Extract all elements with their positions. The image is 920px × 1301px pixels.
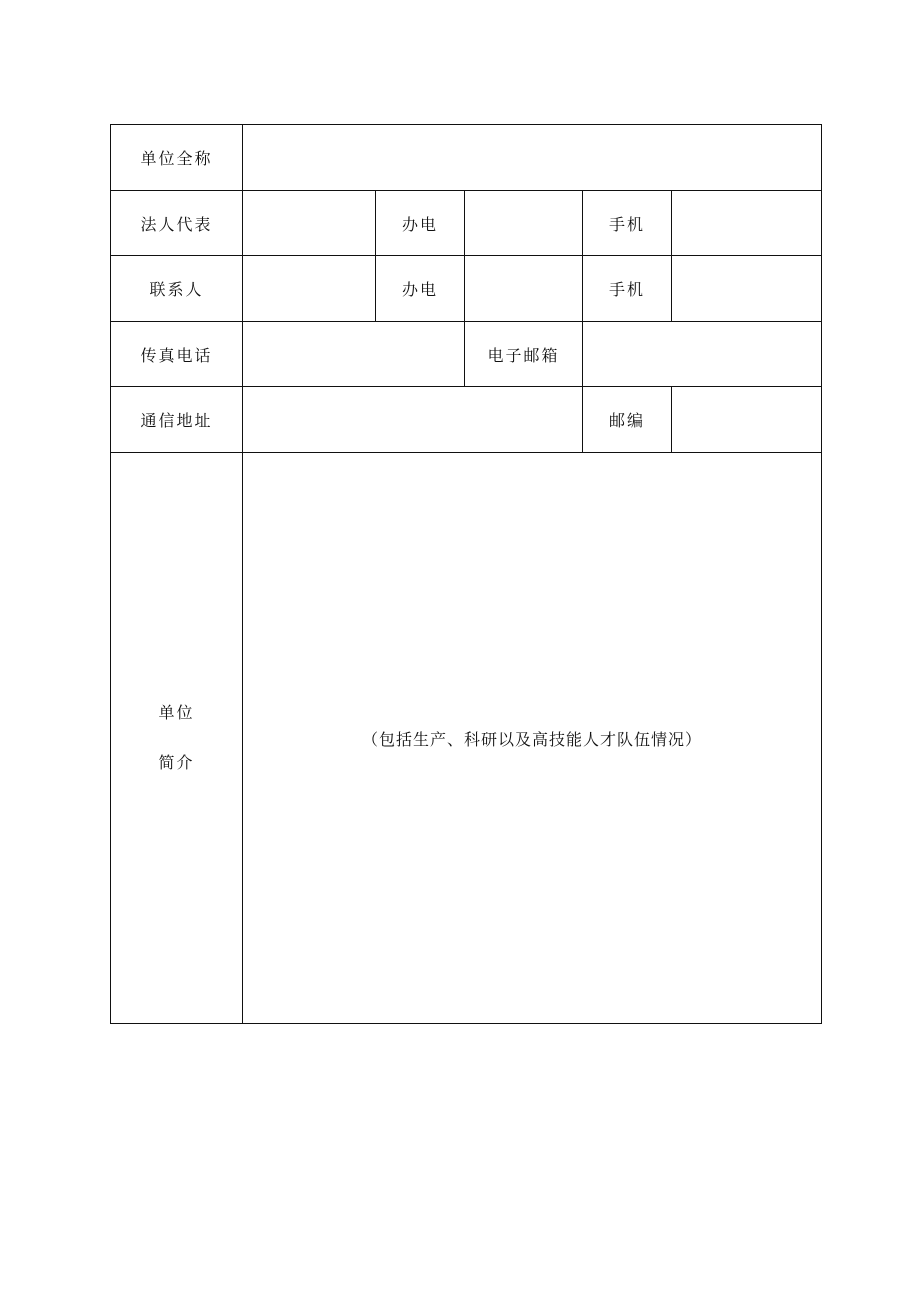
legal-rep-mobile-field[interactable] bbox=[672, 191, 821, 255]
org-intro-label bbox=[111, 453, 242, 1023]
org-intro-hint: （包括生产、科研以及高技能人才队伍情况） bbox=[361, 730, 702, 749]
address-label: 通信地址 bbox=[140, 411, 213, 430]
org-intro-label-line1: 单位 bbox=[158, 703, 195, 722]
contact-office-phone-field[interactable] bbox=[465, 256, 582, 321]
org-intro-label-line2: 简介 bbox=[158, 753, 195, 772]
fax-field[interactable] bbox=[243, 322, 464, 386]
fax-label: 传真电话 bbox=[140, 345, 213, 365]
contact-mobile-label: 手机 bbox=[608, 280, 645, 299]
email-field[interactable] bbox=[583, 322, 821, 386]
legal-rep-label: 法人代表 bbox=[140, 214, 213, 234]
table-border-right bbox=[821, 124, 822, 1024]
contact-label: 联系人 bbox=[149, 280, 204, 299]
postcode-field[interactable] bbox=[672, 387, 821, 452]
org-full-name-field[interactable] bbox=[243, 125, 821, 190]
table-border-bottom bbox=[110, 1023, 822, 1024]
contact-mobile-field[interactable] bbox=[672, 256, 821, 321]
legal-rep-office-phone-field[interactable] bbox=[465, 191, 582, 255]
postcode-label: 邮编 bbox=[608, 411, 645, 430]
registration-form-table bbox=[110, 124, 822, 1024]
contact-office-phone-label: 办电 bbox=[401, 280, 438, 299]
contact-field[interactable] bbox=[243, 256, 375, 321]
org-full-name-label: 单位全称 bbox=[140, 149, 213, 168]
address-field[interactable] bbox=[243, 387, 582, 452]
legal-rep-field[interactable] bbox=[243, 191, 375, 255]
legal-rep-office-phone-label: 办电 bbox=[401, 214, 438, 234]
legal-rep-mobile-label: 手机 bbox=[608, 214, 645, 234]
email-label: 电子邮箱 bbox=[487, 345, 560, 365]
